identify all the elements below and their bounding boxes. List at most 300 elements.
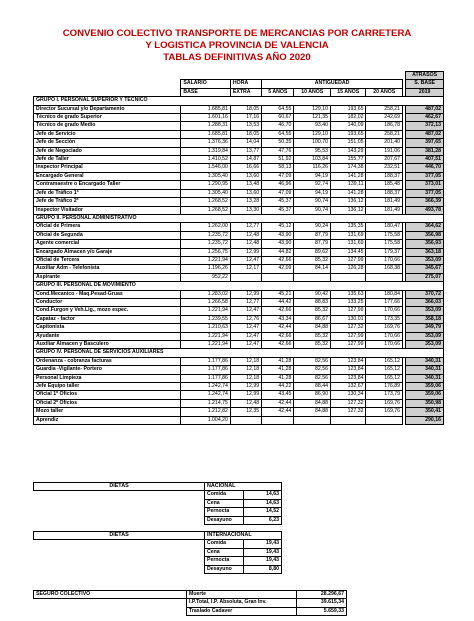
antig-10-cell: 89,62 [294,248,331,256]
antig-5-cell: 50,35 [262,139,294,147]
antig-5-cell: 44,22 [262,383,294,391]
atrasos-cell: 353,09 [406,341,444,349]
antig-5-cell: 43,90 [262,231,294,239]
atrasos-cell: 363,18 [406,248,444,256]
atrasos-cell: 493,78 [406,206,444,214]
antig-15-cell: 127,99 [330,332,366,340]
antig-20-cell: 170,66 [366,332,403,340]
category-cell: Inspector Visitador [34,206,181,214]
antig-10-cell: 84,88 [294,408,331,416]
group-heading: GRUPO II. PERSONAL ADMINISTRATIVO [34,214,444,222]
antig-15-cell: 134,45 [330,248,366,256]
antig-15-cell: 131,69 [330,231,366,239]
dietas-item-label: Comida [205,540,244,548]
antig-20-cell: 169,76 [366,399,403,407]
antig-5-cell: 46,96 [262,181,294,189]
antig-10-cell: 103,84 [294,156,331,164]
antig-10-cell: 86,67 [294,315,331,323]
antig-15-cell: 155,77 [330,156,366,164]
antig-20-cell: 191,06 [366,147,403,155]
antig-5-cell: 41,28 [262,357,294,365]
hora-extra-cell: 12,76 [230,315,261,323]
hora-extra-cell [230,416,261,424]
atrasos-cell: 356,98 [406,231,444,239]
salario-base-cell: 1.268,52 [181,198,231,206]
salario-base-cell: 1.239,55 [181,315,231,323]
antig-15-cell: 139,11 [330,181,366,189]
table-row [34,139,444,147]
table-row [34,114,444,122]
atrasos-cell: 275,07 [406,273,444,281]
salario-base-cell: 1.214,75 [181,399,231,407]
dietas-item-value: 19,43 [244,540,282,548]
hora-extra-cell: 12,99 [230,383,261,391]
table-row [34,341,444,349]
antig-5-cell: 64,55 [262,105,294,113]
title-line-3: TABLAS DEFINITIVAS AÑO 2020 [163,52,311,63]
antig-20-cell: 170,66 [366,307,403,315]
sbase-header: S. BASE [406,80,444,88]
base-header: BASE [181,88,231,96]
antig-20-cell: 175,58 [366,231,403,239]
category-cell: Jefe de Tráfico 1ª [34,189,181,197]
atrasos-cell: 446,70 [406,164,444,172]
antig-10-cell: 129,10 [294,105,331,113]
hora-extra-cell: 12,47 [230,324,261,332]
salary-table [33,71,444,425]
antig-15-cell: 140,09 [330,122,366,130]
category-cell: Jefe de Sección [34,139,181,147]
seguro-item-label: I.P.Total, I.P. Absoluta, Gran Inv. [187,599,297,607]
hora-extra-cell: 12,48 [230,240,261,248]
category-cell: Auxiliar Adm - Telefonista [34,265,181,273]
hora-extra-cell: 18,05 [230,105,261,113]
dietas-type: NACIONAL [205,483,282,491]
dietas-item-value: 19,43 [244,557,282,565]
salario-base-cell: 1.266,58 [181,298,231,306]
dietas-item-value: 8,80 [244,565,282,573]
a15-header: 15 AÑOS [330,88,366,96]
antig-5-cell: 45,12 [262,223,294,231]
antig-5-cell: 42,66 [262,307,294,315]
category-cell: Agente comercial [34,240,181,248]
antig-15-cell: 141,28 [330,189,366,197]
title-line-1: CONVENIO COLECTIVO TRANSPORTE DE MERCANCIAS POR CARRETERA [62,28,412,39]
dietas-nacional-table [33,482,282,525]
category-cell: Jefe de Tráfico 2ª [34,198,181,206]
antig-5-cell: 42,09 [262,265,294,273]
table-row [34,181,444,189]
salario-base-cell: 1.177,86 [181,357,231,365]
category-cell: Ayudante [34,332,181,340]
salario-base-cell: 1.288,31 [181,122,231,130]
antig-15-cell: 123,84 [330,357,366,365]
antig-5-cell: 47,76 [262,147,294,155]
table-row [34,130,444,138]
hora-extra-cell: 12,47 [230,341,261,349]
table-row [34,265,444,273]
dietas-item-label: Pernocta [205,508,244,516]
atrasos-cell: 353,09 [406,332,444,340]
antig-10-cell: 84,88 [294,324,331,332]
salario-base-cell: 1.685,81 [181,105,231,113]
salario-base-cell: 1.235,72 [181,240,231,248]
salario-base-cell: 1.221,94 [181,256,231,264]
antig-5-cell [262,416,294,424]
category-cell: Conductor [34,298,181,306]
antig-10-cell: 129,10 [294,130,331,138]
table-row [34,374,444,382]
atrasos-cell: 358,18 [406,315,444,323]
antig-5-cell: 42,44 [262,399,294,407]
table-row [34,198,444,206]
hora-extra-cell: 12,48 [230,231,261,239]
antig-10-cell: 82,56 [294,357,331,365]
table-row [34,206,444,214]
antig-15-cell: 127,32 [330,399,366,407]
antig-10-cell: 82,56 [294,374,331,382]
antig-5-cell: 42,66 [262,332,294,340]
category-cell: Inspector Principal [34,164,181,172]
seguro-label: SEGURO COLECTIVO [34,591,187,599]
atrasos-cell: 353,09 [406,307,444,315]
salario-base-cell: 1.004,20 [181,416,231,424]
seguro-item-value: 5.659,33 [297,607,347,615]
dietas-row [34,499,282,507]
antig-15-cell: 135,63 [330,290,366,298]
antig-20-cell: 232,51 [366,164,403,172]
dietas-type: INTERNACIONAL [205,532,282,540]
table-row [34,122,444,130]
hora-extra-cell: 12,17 [230,265,261,273]
dietas-item-label: Desayuno [205,516,244,524]
table-row [34,105,444,113]
table-row [34,357,444,365]
dietas-row [34,548,282,556]
salario-base-cell: 1.212,82 [181,408,231,416]
dietas-item-value: 14,63 [244,491,282,499]
salario-base-cell: 1.290,95 [181,181,231,189]
antig-10-cell: 85,32 [294,256,331,264]
salario-base-cell: 1.376,36 [181,139,231,147]
antig-15-cell: 127,32 [330,408,366,416]
table-row [34,307,444,315]
salario-base-cell: 1.305,40 [181,172,231,180]
group-heading: GRUPO IV. PERSONAL DE SERVICIOS AUXILIARES [34,349,444,357]
antig-15-cell: 141,28 [330,172,366,180]
antig-20-cell: 165,12 [366,366,403,374]
antig-15-cell: 182,02 [330,114,366,122]
antig-10-cell: 92,74 [294,181,331,189]
dietas-label: DIETAS [34,483,205,491]
antig-5-cell: 44,82 [262,248,294,256]
seguro-item-label: Muerte [187,591,297,599]
antig-10-cell: 85,32 [294,307,331,315]
salario-base-cell: 1.221,94 [181,332,231,340]
antig-5-cell: 42,66 [262,256,294,264]
salario-base-cell: 1.242,74 [181,391,231,399]
category-cell: Capataz - factor [34,315,181,323]
antig-10-cell: 82,56 [294,366,331,374]
antig-10-cell: 87,79 [294,240,331,248]
hora-extra-cell: 13,30 [230,206,261,214]
atrasos-cell: 349,79 [406,324,444,332]
salario-base-cell: 1.262,00 [181,223,231,231]
salario-base-cell: 1.685,81 [181,130,231,138]
antig-20-cell: 181,49 [366,198,403,206]
antig-15-cell: 130,34 [330,391,366,399]
hora-extra-cell: 13,28 [230,198,261,206]
category-cell: Técnico de grado Medio [34,122,181,130]
hora-extra-cell: 12,18 [230,357,261,365]
atrasos-cell: 487,02 [406,130,444,138]
antig-15-cell: 133,25 [330,298,366,306]
seguro-colectivo-table [33,590,347,616]
hora-extra-cell: 12,99 [230,248,261,256]
a20-header: 20 AÑOS [366,88,403,96]
hora-extra-cell: 12,77 [230,298,261,306]
atrasos-cell: 462,67 [406,114,444,122]
table-row [34,290,444,298]
antig-15-cell: 127,99 [330,341,366,349]
atrasos-cell: 373,01 [406,181,444,189]
antig-15-cell: 151,05 [330,139,366,147]
hora-extra-cell: 13,48 [230,181,261,189]
antig-20-cell: 181,49 [366,206,403,214]
salario-base-cell: 1.410,52 [181,156,231,164]
antig-5-cell: 44,42 [262,298,294,306]
antig-5-cell: 41,28 [262,374,294,382]
table-row [34,366,444,374]
antig-5-cell: 45,21 [262,290,294,298]
antig-10-cell: 93,40 [294,122,331,130]
antig-15-cell: 126,28 [330,265,366,273]
antig-5-cell: 42,66 [262,341,294,349]
table-row [34,156,444,164]
salario-base-cell: 1.196,26 [181,265,231,273]
atrasos-cell: 366,03 [406,298,444,306]
hora-extra-cell: 13,77 [230,147,261,155]
category-cell: Oficial de Primera [34,223,181,231]
antig-10-cell: 94,19 [294,189,331,197]
antig-20-cell: 258,21 [366,130,403,138]
antig-5-cell: 45,37 [262,198,294,206]
antig-5-cell: 43,45 [262,391,294,399]
antig-20-cell: 176,89 [366,383,403,391]
atrasos-cell: 397,65 [406,139,444,147]
category-cell: Jefe de Servicio [34,130,181,138]
antig-20-cell: 185,48 [366,181,403,189]
antig-10-cell: 90,74 [294,198,331,206]
salario-base-cell: 1.283,02 [181,290,231,298]
dietas-item-value: 14,63 [244,499,282,507]
antig-20-cell: 177,66 [366,298,403,306]
antig-20-cell: 188,37 [366,172,403,180]
atrasos-cell: 377,05 [406,189,444,197]
category-cell: Aspirante [34,273,181,281]
antiguedad-header: ANTIGÜEDAD [262,80,403,88]
salario-base-cell: 1.177,86 [181,374,231,382]
table-row [34,324,444,332]
atrasos-cell: 290,16 [406,416,444,424]
antig-15-cell: 136,12 [330,198,366,206]
category-cell: Oficial de Tercera [34,256,181,264]
seguro-row [34,591,347,599]
salario-header: SALARIO [181,80,231,88]
dietas-item-value: 14,52 [244,508,282,516]
antig-20-cell: 207,67 [366,156,403,164]
extra-header: EXTRA [230,88,261,96]
antig-5-cell: 58,13 [262,164,294,172]
dietas-item-value: 6,23 [244,516,282,524]
atrasos-cell: 340,31 [406,366,444,374]
hora-extra-cell: 14,04 [230,139,261,147]
antig-20-cell: 242,69 [366,114,403,122]
category-cell: Aprendiz [34,416,181,424]
antig-5-cell: 51,92 [262,156,294,164]
category-cell: Mozo taller [34,408,181,416]
antig-5-cell: 60,67 [262,114,294,122]
atrasos-header: ATRASOS [406,72,444,80]
category-cell: Ordenanza - cobranza facturas [34,357,181,365]
a10-header: 10 AÑOS [294,88,331,96]
category-cell: Auxiliar Almacen y Basculero [34,341,181,349]
antig-15-cell: 193,65 [330,105,366,113]
dietas-row [34,557,282,565]
hora-extra-cell: 13,60 [230,189,261,197]
hora-extra-cell: 12,77 [230,223,261,231]
atrasos-cell: 340,31 [406,374,444,382]
category-cell: Jefe de Negociado [34,147,181,155]
table-row [34,273,444,281]
antig-15-cell: 136,12 [330,206,366,214]
antig-10-cell: 87,79 [294,231,331,239]
seguro-item-label: Traslado Cadaver [187,607,297,615]
dietas-item-label: Pernocta [205,557,244,565]
dietas-row [34,508,282,516]
dietas-item-label: Comida [205,491,244,499]
table-row [34,383,444,391]
antig-20-cell: 179,37 [366,248,403,256]
category-cell: Encargado Almacen y/o Garaje [34,248,181,256]
antig-10-cell: 100,70 [294,139,331,147]
dietas-item-label: Desayuno [205,565,244,573]
antig-15-cell: 132,67 [330,383,366,391]
category-cell: Guardia -Vigilante- Portero [34,366,181,374]
antig-10-cell: 95,53 [294,147,331,155]
seguro-row [34,607,347,615]
antig-20-cell: 173,35 [366,315,403,323]
dietas-label: DIETAS [34,532,205,540]
hora-extra-cell: 13,60 [230,172,261,180]
seguro-row [34,599,347,607]
salario-base-cell: 952,22 [181,273,231,281]
salario-base-cell: 1.221,94 [181,307,231,315]
dietas-item-label: Cena [205,499,244,507]
salario-base-cell: 1.235,72 [181,231,231,239]
hora-extra-cell: 12,35 [230,408,261,416]
atrasos-cell: 345,67 [406,265,444,273]
antig-20-cell: 173,79 [366,391,403,399]
hora-extra-cell: 12,47 [230,332,261,340]
dietas-row [34,540,282,548]
atrasos-cell: 487,02 [406,105,444,113]
antig-20-cell: 169,76 [366,408,403,416]
atrasos-cell: 353,09 [406,256,444,264]
atrasos-cell: 377,05 [406,172,444,180]
antig-10-cell: 116,26 [294,164,331,172]
hora-extra-cell [230,273,261,281]
antig-20-cell [366,416,403,424]
atrasos-cell: 370,72 [406,290,444,298]
table-row [34,223,444,231]
atrasos-cell: 407,51 [406,156,444,164]
category-cell: Jefe de Taller [34,156,181,164]
antig-20-cell: 169,76 [366,324,403,332]
group-heading: GRUPO III. PERSONAL DE MOVIMIENTO [34,282,444,290]
antig-10-cell: 85,32 [294,341,331,349]
antig-5-cell: 64,55 [262,130,294,138]
salario-base-cell: 1.242,74 [181,383,231,391]
antig-10-cell: 121,35 [294,114,331,122]
antig-20-cell: 165,12 [366,374,403,382]
category-cell: Cond.Furgon y Veh.Lig., mozo espec. [34,307,181,315]
antig-5-cell: 42,44 [262,324,294,332]
salario-base-cell: 1.256,75 [181,248,231,256]
hora-extra-cell: 14,87 [230,156,261,164]
hora-extra-cell: 16,66 [230,164,261,172]
antig-10-cell [294,416,331,424]
seguro-item-value: 39.615,34 [297,599,347,607]
dietas-internacional-table [33,531,282,574]
antig-20-cell: 165,12 [366,357,403,365]
hora-extra-cell: 12,18 [230,374,261,382]
dietas-row [34,565,282,573]
antig-10-cell: 90,42 [294,290,331,298]
atrasos-cell: 350,98 [406,399,444,407]
dietas-item-value: 19,43 [244,548,282,556]
antig-15-cell: 123,84 [330,374,366,382]
salario-base-cell: 1.305,40 [181,189,231,197]
antig-5-cell: 46,70 [262,122,294,130]
antig-5-cell: 41,28 [262,366,294,374]
antig-20-cell: 188,37 [366,189,403,197]
category-cell: Capitonista [34,324,181,332]
antig-10-cell: 90,24 [294,223,331,231]
hora-header: HORA [230,80,261,88]
table-row [34,189,444,197]
antig-5-cell: 42,44 [262,408,294,416]
antig-20-cell: 201,40 [366,139,403,147]
hora-extra-cell: 12,99 [230,290,261,298]
seguro-item-value: 28.296,67 [297,591,347,599]
antig-10-cell: 86,90 [294,391,331,399]
antig-10-cell: 90,74 [294,206,331,214]
table-row [34,172,444,180]
group-heading: GRUPO I. PERSONAL SUPERIOR Y TECNICO [34,97,444,105]
table-row [34,147,444,155]
atrasos-cell: 372,13 [406,122,444,130]
antig-15-cell: 174,38 [330,164,366,172]
atrasos-cell: 356,93 [406,240,444,248]
hora-extra-cell: 17,16 [230,114,261,122]
atrasos-cell: 366,39 [406,198,444,206]
salario-base-cell: 1.601,16 [181,114,231,122]
category-cell: Encargado General [34,172,181,180]
antig-20-cell [366,273,403,281]
antig-5-cell: 45,37 [262,206,294,214]
atrasos-cell: 340,31 [406,357,444,365]
